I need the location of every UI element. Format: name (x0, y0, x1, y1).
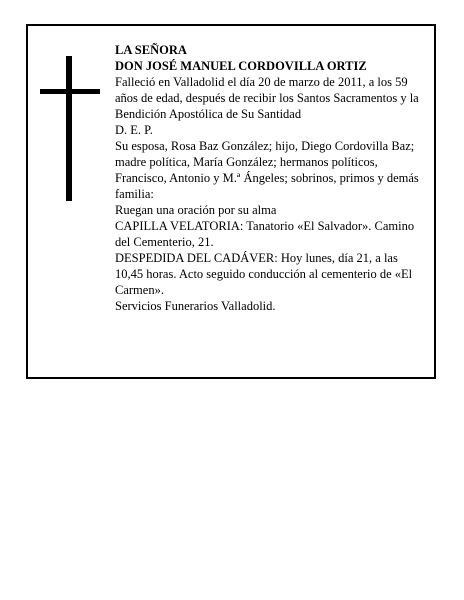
notice-text-block (115, 42, 427, 314)
family-list: Su esposa, Rosa Baz González; hijo, Diego Cordovilla Baz; madre política, María González; hermanos políticos, Francisco, Antonio y M.ª Ángeles; sobrinos, primos y demás familia: (115, 139, 419, 201)
rip-text: D. E. P. (115, 123, 153, 137)
funeral-services: Servicios Funerarios Valladolid. (115, 299, 276, 313)
obituary-notice-frame (26, 24, 436, 379)
cross-icon (40, 56, 100, 201)
cross-vertical-bar (66, 56, 72, 201)
chapel-info: CAPILLA VELATORIA: Tanatorio «El Salvador». Camino del Cementerio, 21. (115, 219, 415, 249)
notice-title-line-1: LA SEÑORA (115, 43, 187, 57)
cross-horizontal-bar (40, 89, 100, 94)
deceased-name: DON JOSÉ MANUEL CORDOVILLA ORTIZ (115, 59, 367, 73)
death-statement: Falleció en Valladolid el día 20 de marzo de 2011, a los 59 años de edad, después de recibir los Santos Sacramentos y la Bendición Apostólica de Su Santidad (115, 75, 419, 121)
farewell-info: DESPEDIDA DEL CADÁVER: Hoy lunes, día 21, a las 10,45 horas. Acto seguido conducción al cementerio de «El Carmen». (115, 251, 413, 297)
prayer-request: Ruegan una oración por su alma (115, 203, 277, 217)
